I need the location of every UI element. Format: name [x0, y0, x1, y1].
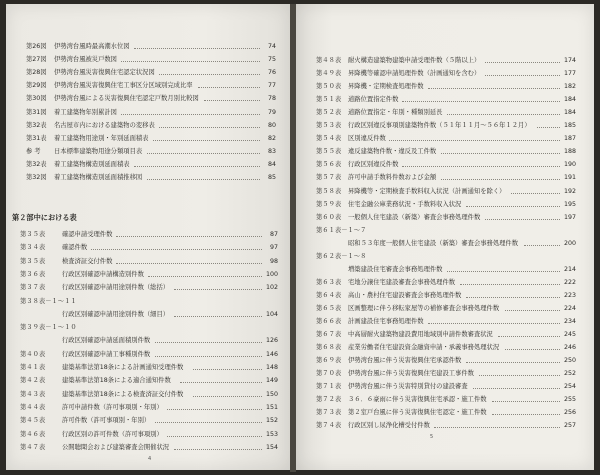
leader-dots [441, 153, 560, 154]
toc-label: 第29図 [26, 82, 47, 90]
toc-label: 第５９表 [316, 200, 342, 208]
toc-label: 第４９表 [316, 70, 342, 78]
toc-label: 第４８表 [316, 57, 342, 64]
toc-entry [316, 56, 576, 66]
toc-entry [316, 147, 576, 157]
leader-dots [134, 166, 260, 167]
toc-page-number: 82 [267, 134, 276, 142]
toc-label: 第６９表 [316, 357, 342, 365]
leader-dots [155, 422, 262, 423]
toc-label: 第４２表 [20, 377, 46, 385]
toc-page-number: 146 [265, 350, 278, 358]
toc-title: 建築基準法第18条による計画通知受理件数 [62, 364, 184, 371]
left-page [6, 4, 290, 470]
toc-label: 第３６表 [20, 270, 46, 278]
toc-label: 第６５表 [316, 304, 342, 312]
toc-title: 計画建設住宅事務処理件数 [348, 318, 424, 325]
toc-title: 区画整理に伴う移転家屋等の補修審査会事務処理件数 [348, 304, 500, 312]
leader-dots [441, 179, 560, 180]
toc-label: 第４７表 [20, 443, 46, 451]
toc-entry [26, 55, 276, 65]
toc-entry [20, 430, 278, 440]
leader-dots [147, 153, 260, 154]
toc-entry [316, 200, 576, 210]
toc-entry [316, 408, 576, 418]
leader-dots [159, 74, 260, 75]
leader-dots [193, 396, 262, 397]
leader-dots [460, 284, 560, 285]
toc-label: 第３８表－１～１１ [20, 297, 77, 305]
toc-label: 第５７表 [316, 174, 342, 182]
toc-entry [20, 350, 278, 360]
toc-page-number: 234 [563, 318, 576, 325]
toc-page-number: 184 [563, 109, 576, 117]
toc-entry [20, 403, 278, 413]
leader-dots [485, 75, 560, 76]
leader-dots [485, 219, 560, 220]
leader-dots [147, 179, 260, 180]
toc-entry [316, 421, 576, 431]
toc-page-number: 197 [563, 213, 576, 221]
toc-entry [316, 69, 576, 79]
toc-title: 宅地分譲住宅建設審査会事務処理件数 [348, 278, 456, 286]
toc-entry [316, 317, 576, 327]
toc-page-number: 252 [563, 370, 576, 378]
leader-dots [180, 382, 262, 383]
toc-page-number: 151 [265, 403, 278, 411]
toc-entry [316, 187, 576, 197]
toc-page-number: 214 [563, 265, 576, 273]
leader-dots [505, 310, 560, 311]
toc-label: 第６１表－１～７ [316, 226, 367, 234]
toc-page-number: 254 [563, 383, 576, 391]
toc-title: 行政区別確認申請用途別件数（総括） [62, 284, 170, 292]
toc-label: 第４５表 [20, 417, 46, 425]
toc-entry [316, 343, 576, 353]
toc-page-number: 75 [267, 56, 276, 64]
toc-label: 第７２表 [316, 396, 342, 404]
toc-label: 第６０表 [316, 213, 342, 221]
toc-title: 行政区別確認申請構造別件数 [62, 270, 144, 278]
toc-page-number: 80 [267, 121, 276, 129]
toc-entry [26, 108, 276, 118]
toc-label: 第７４表 [316, 422, 342, 430]
toc-label: 第７３表 [316, 409, 342, 417]
toc-title: 道路位置指定・年別・種類別延長 [348, 109, 443, 117]
toc-page-number: 222 [563, 278, 576, 286]
toc-title: 行政区別確認申請用途別件数（細目） [62, 310, 170, 318]
toc-page-number: 182 [563, 83, 576, 91]
leader-dots [174, 289, 262, 290]
toc-page-number: 250 [563, 357, 576, 365]
toc-page-number: 185 [563, 122, 576, 130]
toc-page-number: 200 [563, 239, 576, 247]
leader-dots [174, 316, 262, 317]
toc-page-number: 153 [265, 430, 278, 438]
toc-entry [26, 134, 276, 144]
toc-title: 一般個人住宅建設（新築）審査会事務処理件数 [348, 213, 481, 221]
toc-label: 第５５表 [316, 148, 342, 156]
toc-label: 第６６表 [316, 318, 342, 325]
leader-dots [198, 87, 260, 88]
toc-title: 行政区別の許可件数（許可事項別） [62, 430, 163, 438]
toc-page-number: 83 [267, 147, 276, 155]
toc-title: 増築建設住宅審査会事務処理件数 [348, 265, 443, 273]
toc-entry [316, 395, 576, 405]
toc-title: 許可申請手数料件数および金額 [348, 174, 437, 182]
leader-dots [492, 414, 560, 415]
leader-dots [121, 114, 260, 115]
leader-dots [167, 409, 262, 410]
toc-page-number: 257 [563, 422, 576, 430]
toc-title: 住宅金融公庫業務状況・手数料収入状況 [348, 200, 462, 208]
toc-page-number: 223 [563, 291, 576, 299]
toc-page-number: 191 [563, 174, 576, 182]
toc-page-number: 149 [265, 377, 278, 385]
toc-title: 違反建築物件数・違反及工件数 [348, 148, 437, 156]
toc-page-number: 87 [269, 231, 278, 238]
toc-label: 第３４表 [20, 244, 46, 252]
toc-page-number: 245 [563, 331, 576, 339]
toc-label: 第６３表 [316, 278, 342, 286]
toc-page-number: 79 [267, 108, 276, 116]
toc-label: 第４４表 [20, 403, 46, 411]
toc-entry [20, 363, 278, 373]
leader-dots [466, 362, 560, 363]
toc-title: 耐火構造建築物建築申請受理件数（５階以上） [348, 57, 481, 64]
leader-dots [466, 297, 560, 298]
toc-page-number: 246 [563, 344, 576, 352]
leader-dots [155, 342, 262, 343]
toc-page-number: 150 [265, 390, 278, 398]
leader-dots [428, 323, 560, 324]
toc-title: 行政区別し尿浄化槽受付件数 [348, 422, 430, 430]
toc-label: 参 考 [26, 147, 41, 155]
toc-entry [26, 173, 276, 183]
toc-page-number: 154 [265, 443, 278, 451]
leader-dots [153, 140, 260, 141]
toc-label: 第５０表 [316, 83, 342, 91]
leader-dots [473, 388, 560, 389]
toc-label: 第５３表 [316, 122, 342, 130]
toc-entry [316, 160, 576, 170]
toc-entry [20, 336, 278, 346]
leader-dots [524, 245, 560, 246]
toc-entry [26, 42, 276, 52]
toc-entry [316, 121, 576, 131]
toc-label: 第６２表－１～８ [316, 252, 367, 260]
toc-title: 日本標準建築物用途分類項目表 [54, 147, 143, 155]
leader-dots [159, 127, 260, 128]
toc-page-number: 177 [563, 70, 576, 78]
toc-entry [20, 443, 278, 453]
toc-title: 伊勢湾台風災害復興住宅認定状況図 [54, 69, 155, 77]
toc-title: 伊勢湾台風に伴う災害復興住宅承認件数 [348, 357, 462, 365]
toc-label: 第３５表 [20, 231, 46, 238]
toc-title: 建築基準法第18条による検査済証交付件数 [62, 390, 184, 398]
toc-entry [26, 94, 276, 104]
toc-entry [20, 297, 278, 307]
toc-title: 昭和５３年度一般個人住宅建設（新築）審査会事務処理件数 [348, 239, 519, 247]
toc-title: 名古屋市内における建築物の変移表 [54, 121, 155, 129]
toc-entry [20, 230, 278, 240]
toc-entry [20, 243, 278, 253]
toc-title: 伊勢湾台風被災戸数図 [54, 56, 117, 64]
toc-title: 産業労働者住宅建設資金融資申請・承義事務処理状況 [348, 344, 500, 352]
leader-dots [134, 48, 260, 49]
toc-entry [316, 134, 576, 144]
toc-entry [20, 323, 278, 333]
toc-title: 行政区別確認申請工事種別件数 [62, 350, 151, 358]
toc-title: 公開聴聞会および建築審査会開催状況 [62, 443, 170, 451]
toc-page-number: 100 [265, 270, 278, 278]
leader-dots [148, 276, 262, 277]
toc-label: 第７０表 [316, 370, 342, 378]
toc-page-number: 74 [267, 43, 276, 50]
book-spread [6, 4, 594, 472]
page-number-right: 5 [430, 434, 434, 440]
toc-title: 許可申請件数（許可事項別・年別） [62, 403, 163, 411]
toc-entry [26, 160, 276, 170]
leader-dots [174, 449, 262, 450]
toc-entry [26, 147, 276, 157]
toc-title: 許可件数（許可事項別・年別） [62, 417, 151, 425]
toc-label: 第５８表 [316, 187, 342, 195]
toc-title: 建築基準法第18条による適合通知件数 [62, 377, 171, 385]
toc-title: 行政区別違反件数 [348, 161, 399, 169]
toc-label: 第32表 [26, 121, 47, 129]
toc-label: 第27図 [26, 56, 47, 64]
toc-label: 第26図 [26, 43, 47, 50]
toc-page-number: 192 [563, 187, 576, 195]
toc-label: 第４３表 [20, 390, 46, 398]
toc-label: 第５４表 [316, 135, 342, 143]
leader-dots [121, 61, 260, 62]
leader-dots [402, 101, 560, 102]
toc-label: 第４６表 [20, 430, 46, 438]
toc-page-number: 98 [269, 257, 278, 265]
toc-label: 第６７表 [316, 331, 342, 339]
toc-page-number: 84 [267, 160, 276, 168]
toc-entry [316, 239, 576, 249]
toc-label: 第３７表 [20, 284, 46, 292]
toc-entry [26, 81, 276, 91]
toc-title: 検査済証交付件数 [62, 257, 113, 265]
toc-entry [316, 213, 576, 223]
toc-label: 第５２表 [316, 109, 342, 117]
leader-dots [447, 271, 560, 272]
leader-dots [167, 436, 262, 437]
toc-page-number: 255 [563, 396, 576, 404]
toc-label: 第３５表 [20, 257, 46, 265]
toc-page-number: 76 [267, 69, 276, 77]
toc-page-number: 104 [265, 310, 278, 318]
toc-title: 確認件数 [62, 244, 88, 252]
leader-dots [155, 356, 262, 357]
toc-label: 第31表 [26, 134, 47, 142]
toc-label: 第32図 [26, 174, 47, 181]
toc-title: 区別違反件数 [348, 135, 386, 143]
toc-entry [316, 278, 576, 288]
toc-label: 第６８表 [316, 344, 342, 352]
toc-page-number: 77 [267, 82, 276, 90]
toc-page-number: 187 [563, 135, 576, 143]
toc-entry [316, 265, 576, 275]
toc-title: 着工建築物構造別延面積推移図 [54, 174, 143, 181]
toc-page-number: 102 [265, 284, 278, 292]
leader-dots [91, 249, 262, 250]
toc-entry [316, 252, 576, 262]
toc-page-number: 97 [269, 244, 278, 252]
toc-page-number: 152 [265, 417, 278, 425]
leader-dots [434, 427, 560, 428]
toc-entry [316, 369, 576, 379]
section-heading: 第２部中における表 [12, 213, 77, 222]
toc-entry [316, 304, 576, 314]
toc-title: 道路位置指定件数 [348, 96, 399, 104]
toc-label: 第６４表 [316, 291, 342, 299]
toc-title: 伊勢湾台風に伴う災害復興住宅建設工事件数 [348, 370, 474, 378]
leader-dots [193, 369, 262, 370]
toc-label: 第30図 [26, 95, 47, 103]
leader-dots [389, 140, 560, 141]
leader-dots [479, 375, 560, 376]
leader-dots [537, 127, 560, 128]
toc-title: 伊勢湾台風時最高潮水位図 [54, 43, 130, 50]
toc-entry [20, 416, 278, 426]
toc-title: 伊勢湾台風による災害復興住宅認定戸数月別比較図 [54, 95, 199, 103]
toc-label: 第３９表－１～１０ [20, 324, 77, 332]
right-page [296, 4, 594, 470]
toc-entry [316, 173, 576, 183]
toc-page-number: 195 [563, 200, 576, 208]
toc-title: 高山・農村住宅建設審査会事務処理件数 [348, 291, 462, 299]
leader-dots [116, 263, 262, 264]
toc-title: 着工建築物構造別延面積表 [54, 160, 130, 168]
toc-entry [316, 226, 576, 236]
toc-title: 着工建築物用途別・年別延面積表 [54, 134, 149, 142]
leader-dots [485, 62, 560, 63]
leader-dots [447, 114, 560, 115]
toc-label: 第28図 [26, 69, 47, 77]
toc-label: 第７１表 [316, 383, 342, 391]
toc-entry [20, 257, 278, 267]
toc-page-number: 190 [563, 161, 576, 169]
toc-page-number: 174 [563, 57, 576, 64]
leader-dots [505, 349, 560, 350]
toc-label: 第31図 [26, 108, 47, 116]
toc-label: 第５６表 [316, 161, 342, 169]
toc-page-number: 256 [563, 409, 576, 417]
toc-title: 伊勢湾台風災害復興住宅工事区分区域別完成比率 [54, 82, 193, 90]
toc-page-number: 85 [267, 174, 276, 181]
toc-entry [316, 330, 576, 340]
toc-title: 昇降機・定期検査処理件数 [348, 83, 424, 91]
toc-page-number: 126 [265, 337, 278, 345]
leader-dots [511, 193, 560, 194]
toc-title: 行政区別確認申請延面積別件数 [62, 337, 151, 345]
toc-title: 中高層耐火建築物建設費用地域別申請件数審査状況 [348, 331, 493, 339]
toc-entry [20, 270, 278, 280]
toc-entry [20, 310, 278, 320]
toc-page-number: 184 [563, 96, 576, 104]
toc-entry [20, 390, 278, 400]
toc-entry [316, 291, 576, 301]
toc-label: 第４０表 [20, 350, 46, 358]
toc-title: 確認申請受理件数 [62, 231, 113, 238]
leader-dots [402, 166, 560, 167]
leader-dots [498, 336, 560, 337]
toc-title: 行政区別違反事項別建築物件数（５１年１１月～５６年１２月） [348, 122, 531, 130]
toc-page-number: 78 [267, 95, 276, 103]
toc-entry [26, 68, 276, 78]
toc-label: 第５１表 [316, 96, 342, 104]
toc-entry [316, 356, 576, 366]
toc-entry [316, 382, 576, 392]
toc-title: 第２室戸台風に伴う災害復興住宅認定・施工件数 [348, 409, 487, 417]
toc-title: 昇降機等確認申請処理件数（計画通知を含む） [348, 70, 481, 78]
leader-dots [116, 236, 262, 237]
leader-dots [428, 88, 560, 89]
leader-dots [466, 206, 560, 207]
toc-label: 第32表 [26, 160, 47, 168]
leader-dots [204, 100, 260, 101]
toc-entry [26, 121, 276, 131]
toc-entry [316, 82, 576, 92]
toc-entry [20, 283, 278, 293]
toc-page-number: 148 [265, 364, 278, 371]
leader-dots [492, 401, 560, 402]
toc-entry [316, 95, 576, 105]
page-number-left: 4 [148, 456, 152, 462]
toc-page-number: 224 [563, 304, 576, 312]
toc-entry [316, 108, 576, 118]
toc-title: 伊勢湾台風に伴う災害特別貸付の建設審査 [348, 383, 468, 391]
toc-title: 昇降機等・定期検査手数料収入状況（計画通知を除く） [348, 187, 506, 195]
toc-entry [20, 376, 278, 386]
toc-page-number: 188 [563, 148, 576, 156]
toc-label: 第４１表 [20, 364, 46, 371]
toc-title: 着工建築物年別累計図 [54, 108, 117, 116]
toc-title: ３６．６豪雨に伴う災害復興住宅承認・施工件数 [348, 396, 487, 404]
